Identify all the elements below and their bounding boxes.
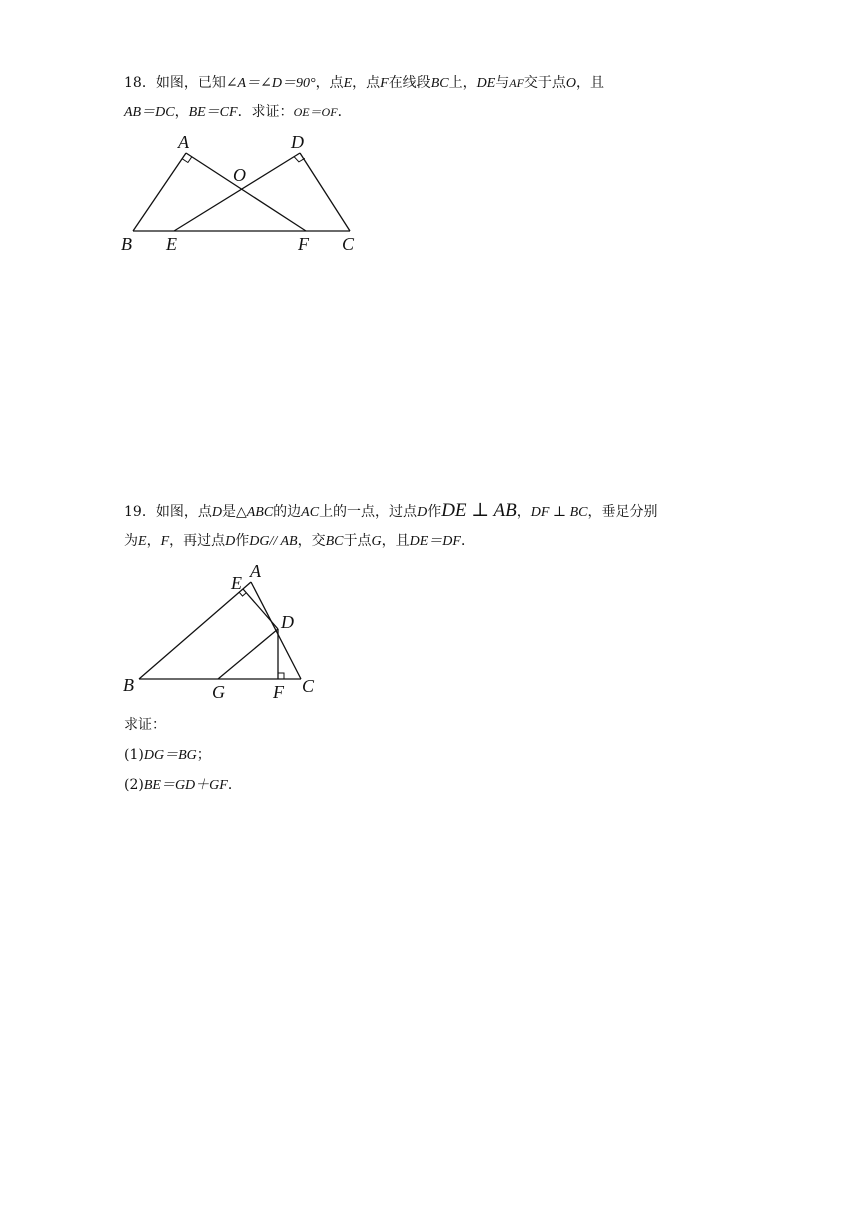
q19-label-a: A bbox=[250, 561, 261, 581]
q19-label-d: D bbox=[281, 612, 294, 632]
q19-part1: (1)DG＝BG； bbox=[124, 747, 211, 763]
q19-line1: 19．如图，点D是△ABC的边AC上的一点，过点D作DE ⊥ AB，DF ⊥ BC，垂足分别 bbox=[124, 500, 658, 521]
q18-label-e: E bbox=[166, 234, 177, 254]
q19-label-c: C bbox=[302, 676, 315, 696]
q19-part2: (2)BE＝GD＋GF． bbox=[124, 777, 242, 793]
q18-label-c: C bbox=[342, 234, 355, 254]
q19-label-b: B bbox=[123, 675, 134, 695]
q19-label-f: F bbox=[273, 682, 284, 702]
q19-label-e: E bbox=[231, 573, 242, 593]
q19-line2: 为E，F，再过点D作DG// AB，交BC于点G，且DE＝DF． bbox=[124, 533, 475, 549]
q18-label-o: O bbox=[233, 165, 246, 185]
q18-figure bbox=[115, 125, 375, 260]
q19-label-g: G bbox=[212, 682, 225, 702]
q19-figure bbox=[115, 555, 335, 705]
q18-label-f: F bbox=[298, 234, 309, 254]
q18-line2: AB＝DC，BE＝CF．求证：OE＝OF． bbox=[124, 104, 352, 120]
q18-label-d: D bbox=[291, 132, 304, 152]
q18-line1: 18．如图，已知∠A＝∠D＝90°，点E，点F在线段BC上，DE与AF交于点O，且 bbox=[124, 75, 605, 91]
q18-label-b: B bbox=[121, 234, 132, 254]
q18-label-a: A bbox=[178, 132, 189, 152]
q19-prove-label: 求证： bbox=[124, 717, 166, 733]
